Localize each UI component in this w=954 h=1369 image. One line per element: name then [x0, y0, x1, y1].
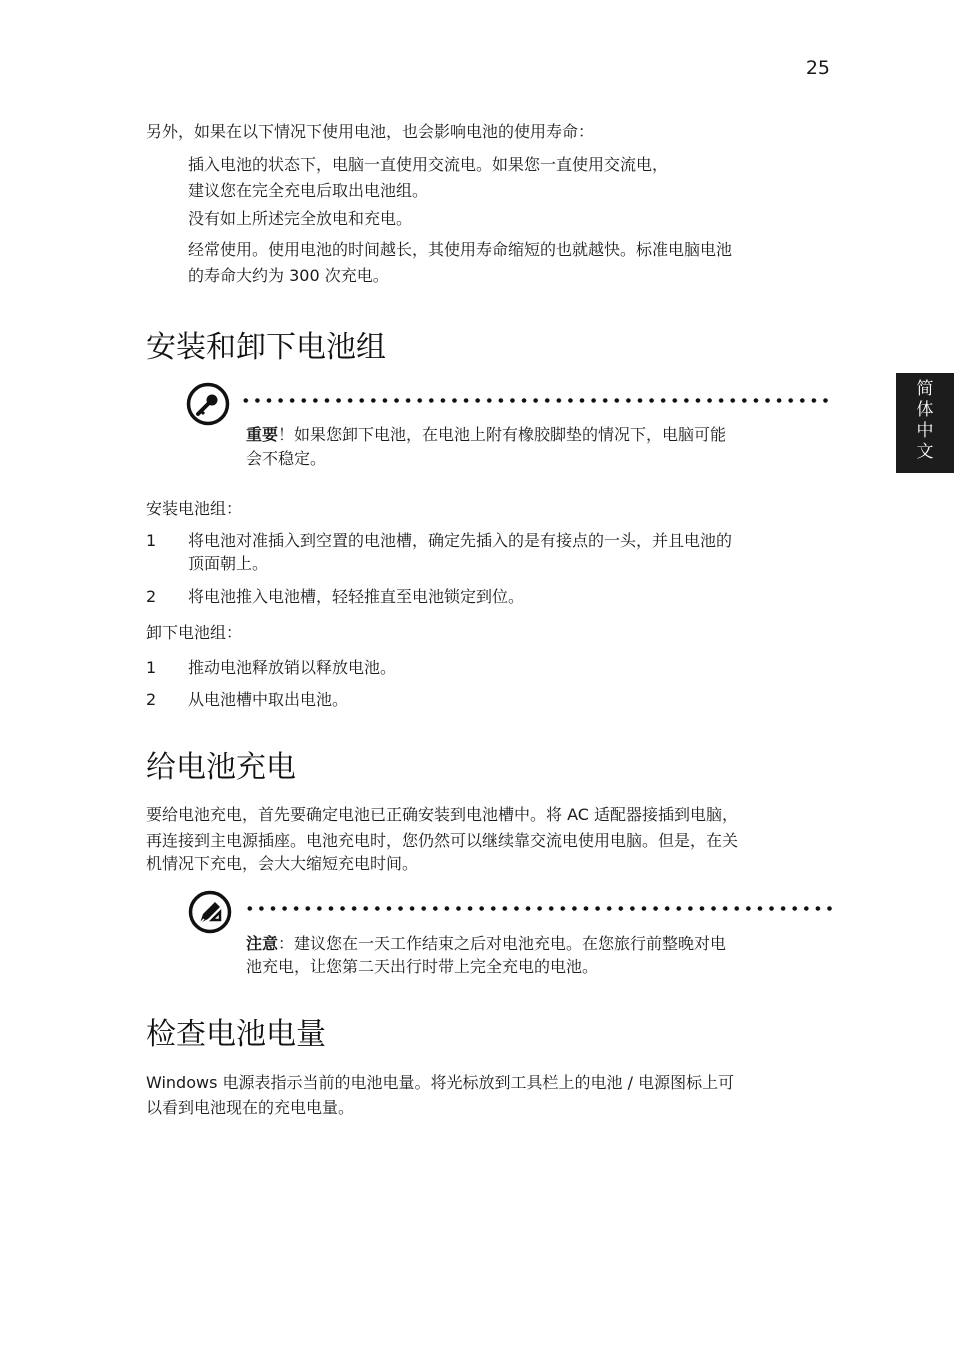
charge-para-line2: 再连接到主电源插座。电池充电时，您仍然可以继续靠交流电使用电脑。但是，在关 — [146, 831, 739, 850]
intro-item-1-line1: 插入电池的状态下，电脑一直使用交流电。如果您一直使用交流电， — [188, 155, 669, 174]
remove-step-1-number: 1 — [146, 658, 157, 677]
install-step-1-number: 1 — [146, 531, 157, 550]
charge-note-line2: 池充电，让您第二天出行时带上完全充电的电池。 — [246, 957, 599, 976]
remove-step-1: 推动电池释放销以释放电池。 — [188, 658, 397, 677]
intro-item-3-line2: 的寿命大约为 300 次充电。 — [188, 266, 389, 285]
important-note-line1 — [246, 423, 726, 447]
check-para-line1: Windows 电源表指示当前的电池电量。将光标放到工具栏上的电池 / 电源图标上可 — [146, 1073, 735, 1092]
language-tab-label: 简体中文 — [916, 379, 934, 462]
pen-note-icon — [188, 890, 232, 934]
install-label: 安装电池组： — [146, 499, 243, 518]
important-note-text: ！如果您卸下电池，在电池上附有橡胶脚垫的情况下，电脑可能 — [278, 425, 727, 444]
page-number: 25 — [805, 57, 830, 79]
charge-note-text: ：建议您在一天工作结束之后对电池充电。在您旅行前整晚对电 — [278, 934, 727, 953]
charge-para-line1: 要给电池充电，首先要确定电池已正确安装到电池槽中。将 AC 适配器接插到电脑， — [146, 805, 739, 824]
note-label: 注意 — [246, 934, 279, 953]
key-icon — [186, 382, 230, 426]
check-para-line2: 以看到电池现在的充电电量。 — [146, 1098, 355, 1117]
remove-label: 卸下电池组： — [146, 623, 243, 642]
charge-para-line3: 机情况下充电，会大大缩短充电时间。 — [146, 854, 419, 873]
note-divider — [244, 906, 832, 911]
remove-step-2: 从电池槽中取出电池。 — [188, 690, 349, 709]
section-title-check: 检查电池电量 — [146, 1017, 326, 1052]
intro-item-1-line2: 建议您在完全充电后取出电池组。 — [188, 181, 429, 200]
section-title-charge: 给电池充电 — [146, 750, 296, 785]
intro-item-2: 没有如上所述完全放电和充电。 — [188, 209, 413, 228]
install-step-2-line1: 将电池推入电池槽，轻轻推直至电池锁定到位。 — [188, 587, 525, 606]
install-step-1-line1: 将电池对准插入到空置的电池槽，确定先插入的是有接点的一头，并且电池的 — [188, 531, 733, 550]
note-divider — [240, 398, 828, 403]
install-step-2-number: 2 — [146, 587, 157, 606]
important-note-line2: 会不稳定。 — [246, 449, 327, 468]
intro-lead: 另外，如果在以下情况下使用电池，也会影响电池的使用寿命： — [146, 122, 595, 141]
intro-item-3-line1: 经常使用。使用电池的时间越长，其使用寿命缩短的也就越快。标准电脑电池 — [188, 240, 733, 259]
remove-step-2-number: 2 — [146, 690, 157, 709]
important-label: 重要 — [246, 425, 279, 444]
charge-note-line1 — [246, 932, 726, 956]
section-title-install: 安装和卸下电池组 — [146, 330, 386, 365]
language-tab — [896, 373, 954, 473]
install-step-1-line2: 顶面朝上。 — [188, 554, 269, 573]
